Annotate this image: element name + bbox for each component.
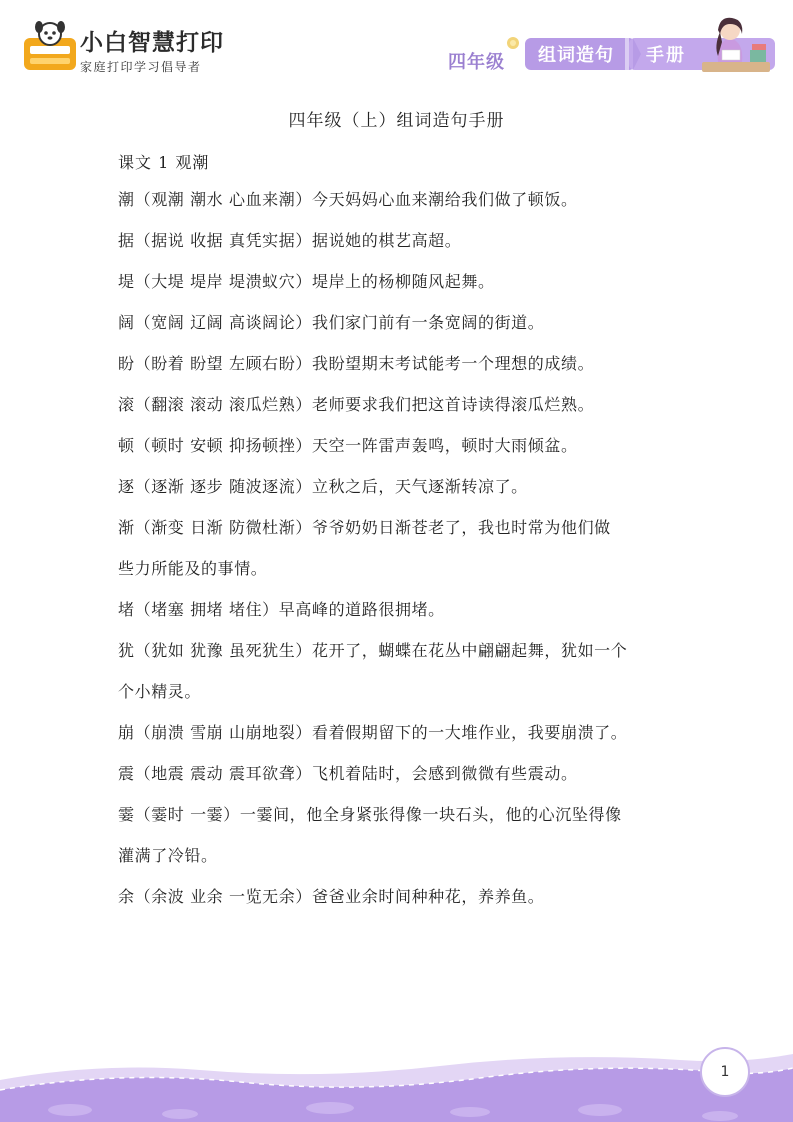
list-item-continuation: 个小精灵。 (118, 682, 202, 701)
list-item: 震（地震 震动 震耳欲聋）飞机着陆时，会感到微微有些震动。 (118, 764, 578, 783)
page-header (0, 0, 793, 90)
list-item: 滚（翻滚 滚动 滚瓜烂熟）老师要求我们把这首诗读得滚瓜烂熟。 (118, 395, 595, 414)
list-item: 盼（盼着 盼望 左顾右盼）我盼望期末考试能考一个理想的成绩。 (118, 354, 595, 373)
list-item: 堤（大堤 堤岸 堤溃蚁穴）堤岸上的杨柳随风起舞。 (118, 272, 495, 291)
page-number: 1 (700, 1047, 750, 1097)
list-item: 逐（逐渐 逐步 随波逐流）立秋之后，天气逐渐转凉了。 (118, 477, 528, 496)
brand-name: 小白智慧打印 (80, 30, 224, 56)
list-item-continuation: 灌满了冷铅。 (118, 846, 218, 865)
sparkle-icon (505, 36, 521, 50)
list-item: 犹（犹如 犹豫 虽死犹生）花开了，蝴蝶在花丛中翩翩起舞，犹如一个 (118, 641, 628, 660)
list-item: 渐（渐变 日渐 防微杜渐）爷爷奶奶日渐苍老了，我也时常为他们做 (118, 518, 611, 537)
brand (80, 30, 224, 75)
list-item: 霎（霎时 一霎）一霎间，他全身紧张得像一块石头，他的心沉坠得像 (118, 805, 622, 824)
brand-tagline: 家庭打印学习倡导者 (80, 60, 202, 74)
student-illustration-icon (700, 12, 772, 76)
tag-handbook: 手册 (646, 45, 686, 66)
grade-label: 四年级 (448, 52, 505, 73)
list-item: 崩（崩溃 雪崩 山崩地裂）看着假期留下的一大堆作业，我要崩溃了。 (118, 723, 628, 742)
footer-wave (0, 1040, 793, 1122)
list-item: 潮（观潮 潮水 心血来潮）今天妈妈心血来潮给我们做了顿饭。 (118, 190, 578, 209)
list-item: 顿（顿时 安顿 抑扬顿挫）天空一阵雷声轰鸣，顿时大雨倾盆。 (118, 436, 578, 455)
phrase-list (118, 185, 678, 923)
list-item: 据（据说 收据 真凭实据）据说她的棋艺高超。 (118, 231, 462, 250)
list-item-continuation: 些力所能及的事情。 (118, 559, 268, 578)
list-item: 余（余波 业余 一览无余）爸爸业余时间种种花，养养鱼。 (118, 887, 545, 906)
list-item: 阔（宽阔 辽阔 高谈阔论）我们家门前有一条宽阔的街道。 (118, 313, 545, 332)
lesson-heading: 课文 1 观潮 (118, 153, 210, 172)
page-title: 四年级（上）组词造句手册 (288, 111, 505, 131)
logo-icon (22, 20, 78, 72)
tag-phrase-sentence: 组词造句 (538, 45, 614, 66)
list-item: 堵（堵塞 拥堵 堵住）早高峰的道路很拥堵。 (118, 600, 445, 619)
